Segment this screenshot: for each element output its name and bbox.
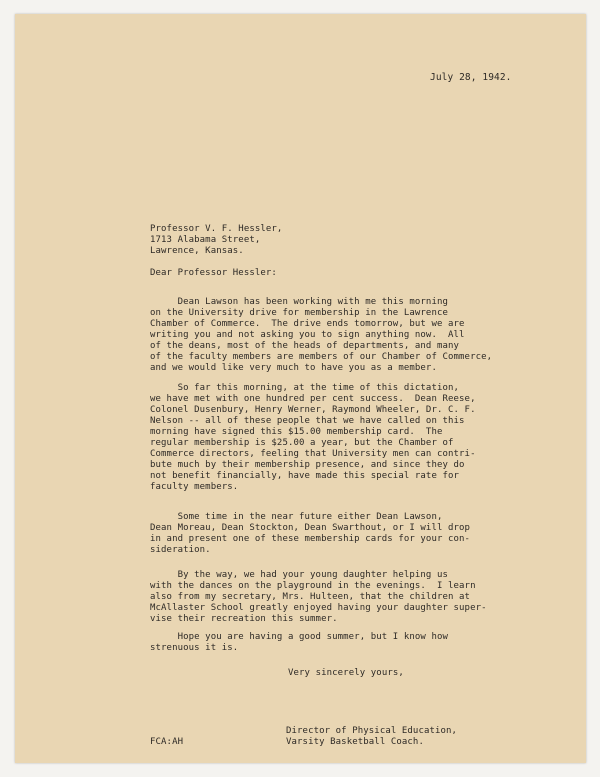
letter-date: July 28, 1942. — [430, 72, 512, 83]
signature-block: Director of Physical Education, Varsity Basketball Coach. — [286, 726, 458, 747]
body-paragraph-1: Dean Lawson has been working with me this morning on the University drive for membership in the Lawrence Chamber of Commerce. The drive ends tomorrow, but we are writing you and not asking you to sign anything now. All of the deans, most of the heads of departments, and many of the faculty members are members of our Chamber of Commerce, and we would like very much to have you as a member. — [150, 297, 493, 373]
complimentary-closing: Very sincerely yours, — [288, 668, 404, 678]
body-paragraph-2: So far this morning, at the time of this dictation, we have met with one hundred per cent success. Dean Reese, Colonel Dusenbury, Henry Werner, Raymond Wheeler, Dr. C. F. Nelson -- all of these people that we have called on this morning have signed this $15.00 membership card. The regular membership is $25.00 a year, but the Chamber of Commerce directors, feeling that University men can contri- bute much by their membership presence, and since they do not benefit financially, have made this special rate for faculty members. — [150, 383, 476, 492]
body-paragraph-5: Hope you are having a good summer, but I know how strenuous it is. — [150, 632, 448, 653]
body-paragraph-4: By the way, we had your young daughter helping us with the dances on the playground in the evenings. I learn also from my secretary, Mrs. Hulteen, that the children at McAllaster School greatly enjoyed having your daughter super- vise their recreation this summer. — [150, 570, 487, 624]
body-paragraph-3: Some time in the near future either Dean Lawson, Dean Moreau, Dean Stockton, Dean Swarthout, or I will drop in and present one of these membership cards for your con- sideration. — [150, 512, 471, 555]
reference-initials: FCA:AH — [150, 737, 184, 747]
inside-address: Professor V. F. Hessler, 1713 Alabama Street, Lawrence, Kansas. — [150, 224, 283, 256]
salutation: Dear Professor Hessler: — [150, 268, 277, 278]
